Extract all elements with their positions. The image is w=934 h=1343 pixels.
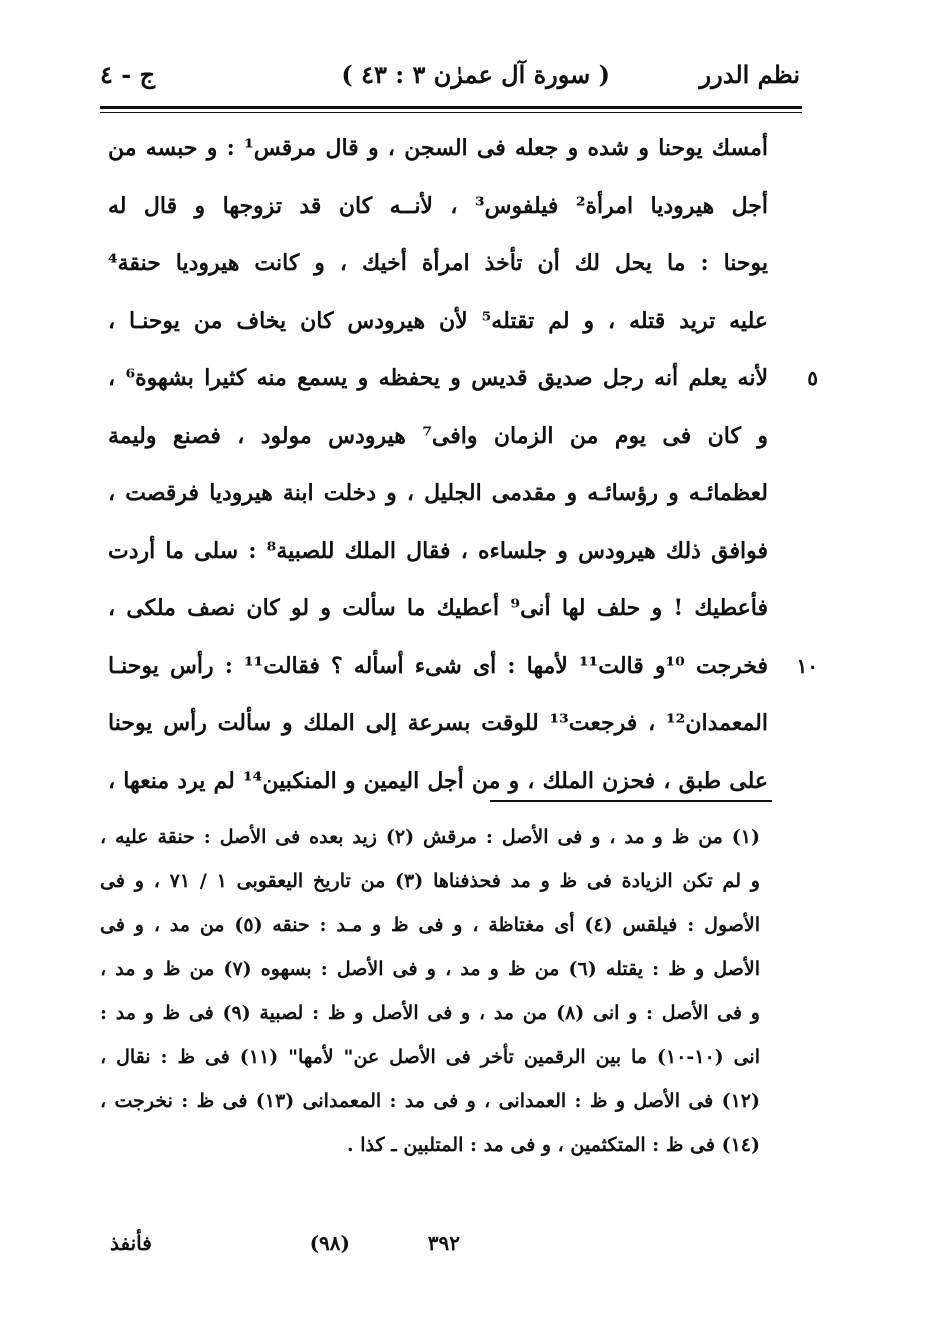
text-line: [108, 465, 768, 523]
header-rule-thin: [100, 112, 802, 113]
footnote-line: (١٤) فى ظ : المتكثمين ، و فى مد : المتلبين ـ كذا .: [347, 1134, 760, 1156]
footnote-line: انى (١٠-١٠) ما بين الرقمين تأخر فى الأصل عن" لأمها" (١١) فى ظ : نقال ،: [100, 1046, 760, 1068]
footnote-line: الأصل و ظ : يقتله (٦) من ظ و مد ، و فى الأصل : بسهوه (٧) من ظ و مد ،: [100, 958, 760, 980]
book-title: نظم الدرر: [699, 60, 800, 89]
sequence-number: (٩٨): [309, 1231, 350, 1255]
text-line: [108, 638, 818, 696]
text-line: [108, 293, 768, 351]
catchword: فأنفذ: [110, 1231, 152, 1255]
text-line: [108, 120, 768, 178]
line-number: ٥: [807, 366, 818, 390]
footnote-line: الأصول : فيلقس (٤) أى مغتاظة ، و فى ظ و مـد : حنقه (٥) من مد ، و فى: [100, 914, 761, 936]
footnote-line: و لم تكن الزيادة فى ظ و مد فحذفناها (٣) من تاريخ اليعقوبى ١ / ٧١ ، و فى: [100, 870, 760, 892]
line-text: و كان فى يوم من الزمان وافى⁷ هيرودس مولود ، فصنع وليمة: [108, 422, 768, 449]
line-text: عليه تريد قتله ، و لم تقتله⁵ لأن هيرودس كان يخاف من يوحنـا ،: [108, 307, 768, 334]
surah-reference: ( سورة آل عمرٰن ۳ : ٤۳ ): [341, 60, 610, 89]
footnote-separator: [490, 800, 772, 802]
footnote-line: و فى الأصل : و انى (٨) من مد ، و فى الأصل و ظ : لصبية (٩) فى ظ و مد :: [100, 1002, 760, 1024]
footnotes: [100, 815, 760, 1167]
line-text: فوافق ذلك هيرودس و جلساءه ، فقال الملك للصبية⁸ : سلى ما أردت: [108, 537, 769, 564]
line-text: يوحنا : ما يحل لك أن تأخذ امرأة أخيك ، و كانت هيروديا حنقة⁴: [108, 250, 768, 276]
line-text: لأنه يعلم أنه رجل صديق قديس و يحفظه و يسمع منه كثيرا بشهوة⁶ ،: [108, 365, 768, 391]
line-text: لعظمائـه و رؤسائـه و مقدمى الجليل ، و دخلت ابنة هيروديا فرقصت ،: [108, 480, 768, 506]
line-text: أجل هيروديا امرأة² فيلفوس³ ، لأنــه كان قد تزوجها و قال له: [108, 192, 768, 219]
footnote-line: (١٢) فى الأصل و ظ : العمدانى ، و فى مد : المعمدانى (١٣) فى ظ : نخرجت ،: [100, 1090, 760, 1112]
running-header: [100, 58, 800, 98]
line-text: أمسك يوحنا و شده و جعله فى السجن ، و قال مرقس¹ : و حبسه من: [108, 135, 768, 161]
line-text: فخرجت ¹⁰و قالت¹¹ لأمها : أى شىء أسأله ؟ فقالت¹¹ : رأس يوحنـا: [108, 652, 768, 679]
main-text: [108, 120, 818, 810]
header-rule-thick: [100, 106, 802, 109]
line-number: ١٠: [796, 653, 818, 678]
line-text: على طبق ، فحزن الملك ، و من أجل اليمين و المنكبين¹⁴ لم يرد منعها ،: [108, 767, 768, 794]
line-text: المعمدان¹² ، فرجعت¹³ للوقت بسرعة إلى الملك و سألت رأس يوحنا: [108, 710, 768, 736]
text-line: [108, 178, 768, 236]
footnote-line: (١) من ظ و مد ، و فى الأصل : مرقش (٢) زيد بعده فى الأصل : حنقة عليه ،: [100, 826, 760, 848]
text-line: [108, 580, 768, 638]
text-line: [108, 235, 768, 293]
text-line: [108, 408, 768, 466]
text-line: [108, 350, 818, 408]
line-text: فأعطيك ! و حلف لها أنى⁹ أعطيك ما سألت و لو كان نصف ملكى ،: [108, 595, 769, 621]
page-footer: [100, 1228, 800, 1264]
text-line: [108, 695, 768, 753]
text-line: [108, 523, 768, 581]
part-number: ج - ٤: [100, 60, 156, 89]
page-number: ٣٩٢: [427, 1231, 460, 1255]
